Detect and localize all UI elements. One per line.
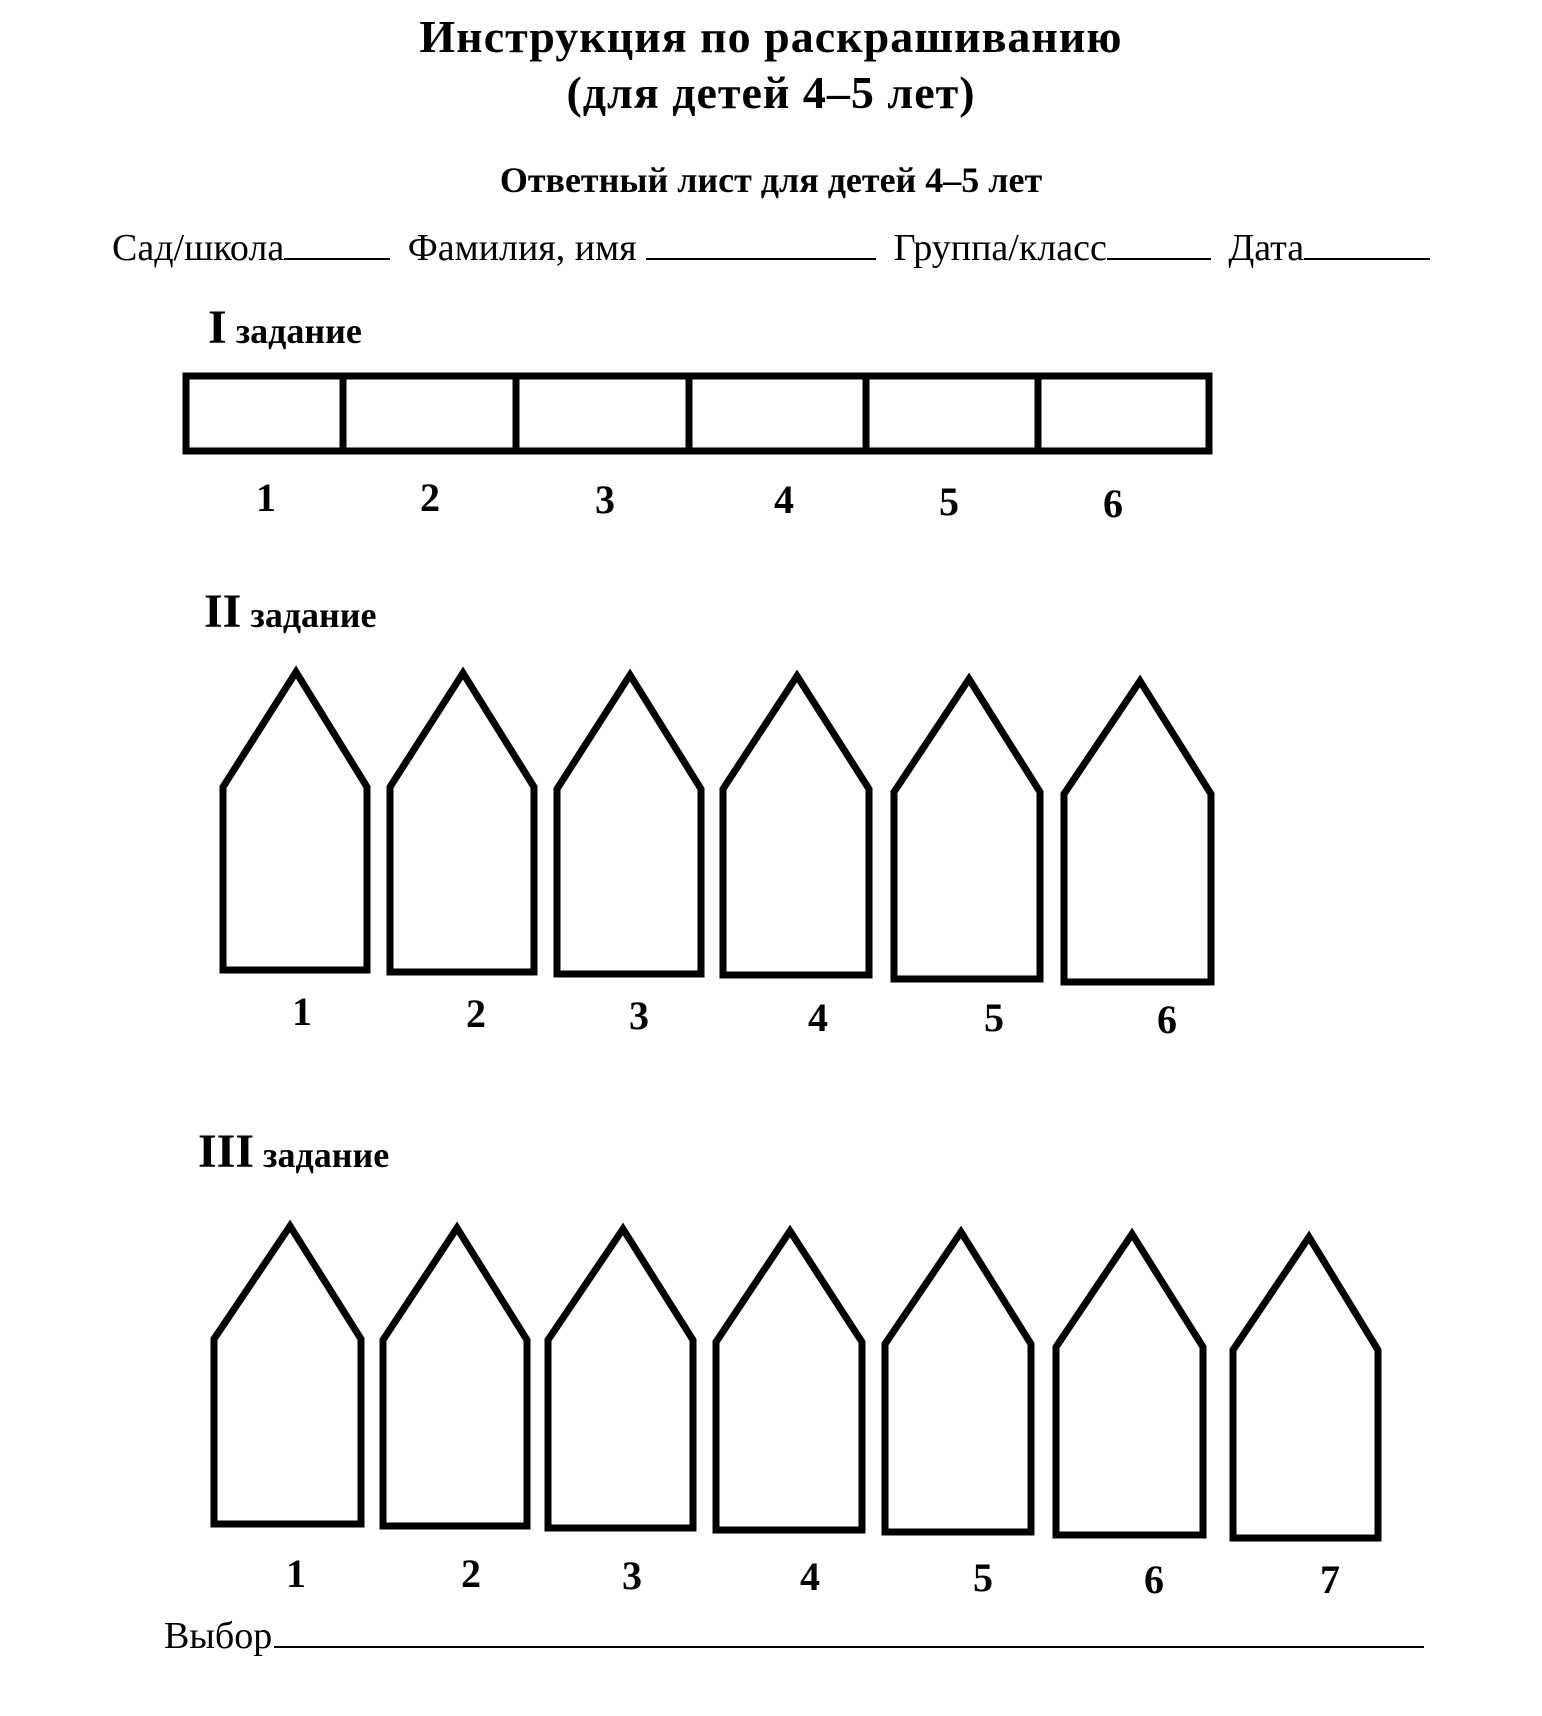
task-2-house-6[interactable] — [1064, 681, 1211, 982]
task-3-house-6[interactable] — [1056, 1234, 1203, 1535]
task-2-heading — [204, 585, 377, 638]
task-3-number-label: 4 — [800, 1554, 820, 1599]
group-label: Группа/класс — [893, 227, 1107, 269]
task-3-number: III — [198, 1125, 255, 1178]
task-2-number-label: 2 — [466, 991, 486, 1036]
task-3-number-label: 5 — [973, 1555, 993, 1600]
task-1-number: I — [208, 301, 227, 354]
task-2-number-label: 5 — [984, 995, 1004, 1040]
task-1-box-4[interactable] — [689, 376, 866, 451]
task-3-label: задание — [263, 1135, 390, 1175]
task-1-number-label: 2 — [420, 475, 440, 520]
task-1-box-3[interactable] — [516, 376, 689, 451]
task-3-house-7[interactable] — [1233, 1237, 1378, 1538]
page-title: Инструкция по раскрашиванию — [419, 11, 1123, 62]
task-3-number-label: 7 — [1320, 1557, 1340, 1602]
date-label: Дата — [1228, 227, 1305, 269]
task-1-number-label: 4 — [774, 477, 794, 522]
task-2-number-label: 6 — [1157, 997, 1177, 1042]
task-1-label: задание — [235, 311, 362, 351]
choice-row — [164, 1612, 1424, 1655]
task-2-label: задание — [250, 595, 377, 635]
task-3-number-label: 2 — [461, 1551, 481, 1596]
task-2-number-label: 3 — [629, 993, 649, 1038]
task-1-number-label: 5 — [939, 479, 959, 524]
choice-label: Выбор — [164, 1615, 273, 1657]
choice-field[interactable] — [274, 1612, 1424, 1648]
task-3-house-4[interactable] — [716, 1231, 862, 1530]
task-2-house-2[interactable] — [390, 673, 534, 972]
task-2-house-1[interactable] — [223, 672, 367, 970]
school-label: Сад/школа — [112, 227, 285, 269]
task-3-house-5[interactable] — [885, 1232, 1031, 1532]
task-3-house-2[interactable] — [383, 1228, 527, 1526]
task-3-heading — [198, 1125, 390, 1178]
task-3-number-label: 3 — [622, 1553, 642, 1598]
task-1-box-2[interactable] — [343, 376, 516, 451]
task-1-number-label: 3 — [595, 477, 615, 522]
name-label: Фамилия, имя — [407, 227, 637, 269]
task-1-number-label: 1 — [256, 475, 276, 520]
page-title-age: (для детей 4–5 лет) — [566, 67, 976, 118]
task-2-number-label: 1 — [292, 989, 312, 1034]
task-2-number: II — [204, 585, 242, 638]
task-3-house-1[interactable] — [214, 1226, 361, 1524]
task-2-house-4[interactable] — [723, 676, 869, 975]
answer-sheet-subtitle: Ответный лист для детей 4–5 лет — [499, 160, 1043, 200]
task-2-house-5[interactable] — [894, 679, 1040, 979]
task-2-house-3[interactable] — [557, 675, 701, 974]
task-2-number-label: 4 — [808, 995, 828, 1040]
task-1-box-1[interactable] — [186, 376, 343, 451]
task-1-number-label: 6 — [1103, 481, 1123, 526]
task-3-number-label: 6 — [1144, 1557, 1164, 1602]
task-1-box-6[interactable] — [1038, 376, 1209, 451]
task-1-box-5[interactable] — [866, 376, 1038, 451]
task-3-number-label: 1 — [286, 1551, 306, 1596]
task-3-house-3[interactable] — [548, 1229, 693, 1528]
